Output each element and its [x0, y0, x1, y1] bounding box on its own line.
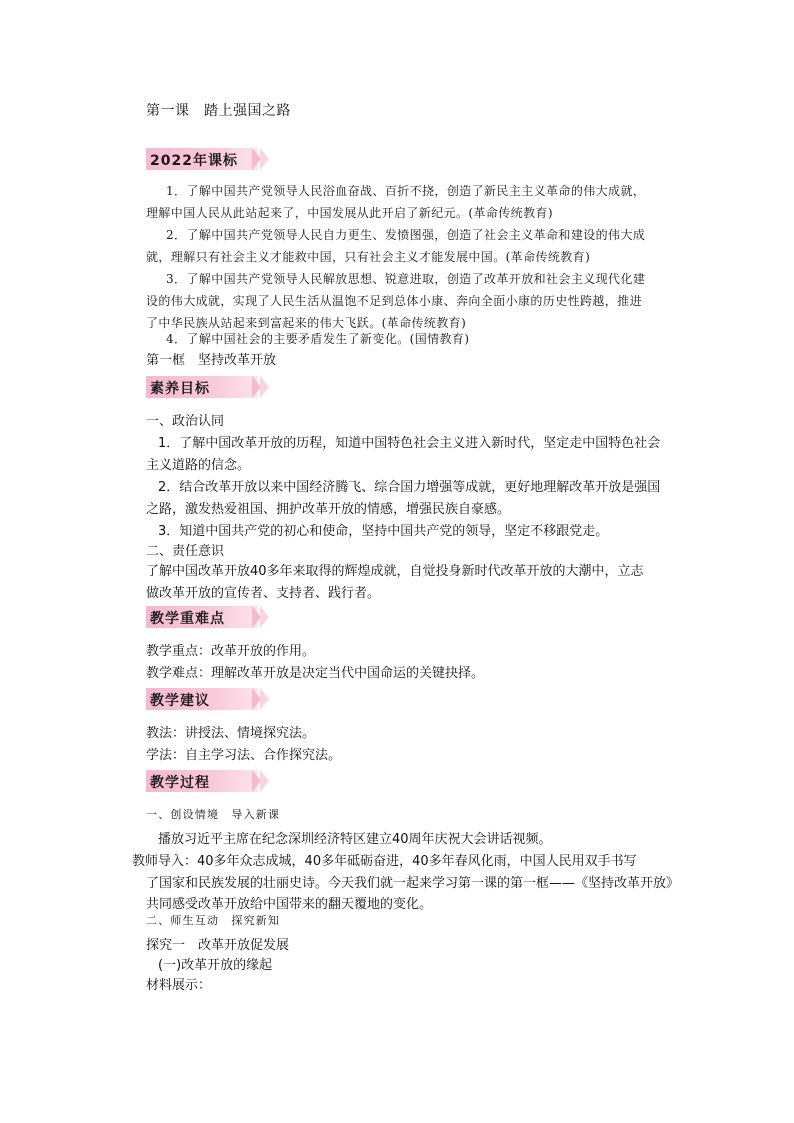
literacy-line: 1．了解中国改革开放的历程，知道中国特色社会主义进入新时代，坚定走中国特色社会 [158, 436, 661, 451]
literacy-line: 之路，激发热爱祖国、拥护改革开放的情感，增强民族自豪感。 [146, 502, 511, 517]
teaching-method: 教法：讲授法、情境探究法。 [146, 726, 316, 741]
section-label-text: 教学建议 [150, 693, 210, 709]
section-label-text: 教学重难点 [150, 611, 225, 627]
literacy-line: 二、责任意识 [146, 544, 225, 559]
section-label-text: 教学过程 [150, 775, 210, 791]
material-label: 材料展示： [146, 978, 212, 993]
lesson-title: 第一课 踏上强国之路 [146, 103, 291, 119]
curriculum-line: 设的伟大成就，实现了人民生活从温饱不足到总体小康、奔向全面小康的历史性跨越，推进 [146, 294, 643, 308]
section-label-process [146, 770, 266, 792]
literacy-line: 一、政治认同 [146, 414, 225, 429]
process-video: 播放习近平主席在纪念深圳经济特区建立40周年庆祝大会讲话视频。 [158, 832, 552, 847]
curriculum-line: 了中华民族从站起来到富起来的伟大飞跃。(革命传统教育) [146, 316, 467, 330]
curriculum-line: 理解中国人民从此站起来了，中国发展从此开启了新纪元。(革命传统教育) [146, 206, 553, 220]
teaching-difficulty: 教学难点：理解改革开放是决定当代中国命运的关键抉择。 [146, 666, 485, 681]
curriculum-line: 就，理解只有社会主义才能救中国，只有社会主义才能发展中国。(革命传统教育) [146, 250, 591, 264]
section-label-literacy [146, 376, 266, 398]
explore-heading: 探究一 改革开放促发展 [146, 938, 290, 953]
process-intro-line: 共同感受改革开放给中国带来的翻天覆地的变化。 [146, 897, 433, 912]
literacy-line: 2．结合改革开放以来中国经济腾飞、综合国力增强等成就，更好地理解改革开放是强国 [158, 480, 661, 495]
curriculum-line: 4．了解中国社会的主要矛盾发生了新变化。(国情教育) [166, 332, 470, 346]
frame-title: 第一框 坚持改革开放 [146, 353, 277, 368]
section-label-text: 2022年课标 [150, 153, 238, 169]
section-label-suggestions [146, 688, 266, 710]
curriculum-line: 2．了解中国共产党领导人民自力更生、发愤图强，创造了社会主义革命和建设的伟大成 [166, 228, 646, 242]
literacy-line: 主义道路的信念。 [146, 458, 251, 473]
process-intro-line: 了国家和民族发展的壮丽史诗。今天我们就一起来学习第一课的第一框——《坚持改革开放》 [146, 876, 680, 891]
literacy-line: 3．知道中国共产党的初心和使命，坚持中国共产党的领导，坚定不移跟党走。 [158, 524, 609, 539]
process-step-heading: 二、师生互动 探究新知 [146, 914, 281, 927]
curriculum-line: 1．了解中国共产党领导人民浴血奋战、百折不挠，创造了新民主主义革命的伟大成就， [166, 184, 646, 198]
curriculum-line: 3．了解中国共产党领导人民解放思想、锐意进取，创造了改革开放和社会主义现代化建 [166, 272, 646, 286]
section-label-curriculum [146, 148, 266, 170]
section-label-key-points [146, 606, 266, 628]
process-intro-line: 教师导入：40多年众志成城，40多年砥砺奋进，40多年春风化雨，中国人民用双手书写 [132, 854, 637, 869]
teaching-focus: 教学重点：改革开放的作用。 [146, 644, 316, 659]
process-step-heading: 一、创设情境 导入新课 [146, 808, 281, 821]
learning-method: 学法：自主学习法、合作探究法。 [146, 748, 342, 763]
literacy-line: 了解中国改革开放40多年来取得的辉煌成就，自觉投身新时代改革开放的大潮中，立志 [146, 564, 644, 579]
section-label-text: 素养目标 [150, 381, 210, 397]
literacy-line: 做改革开放的宣传者、支持者、践行者。 [146, 586, 381, 601]
explore-subheading: (一)改革开放的缘起 [158, 958, 273, 973]
